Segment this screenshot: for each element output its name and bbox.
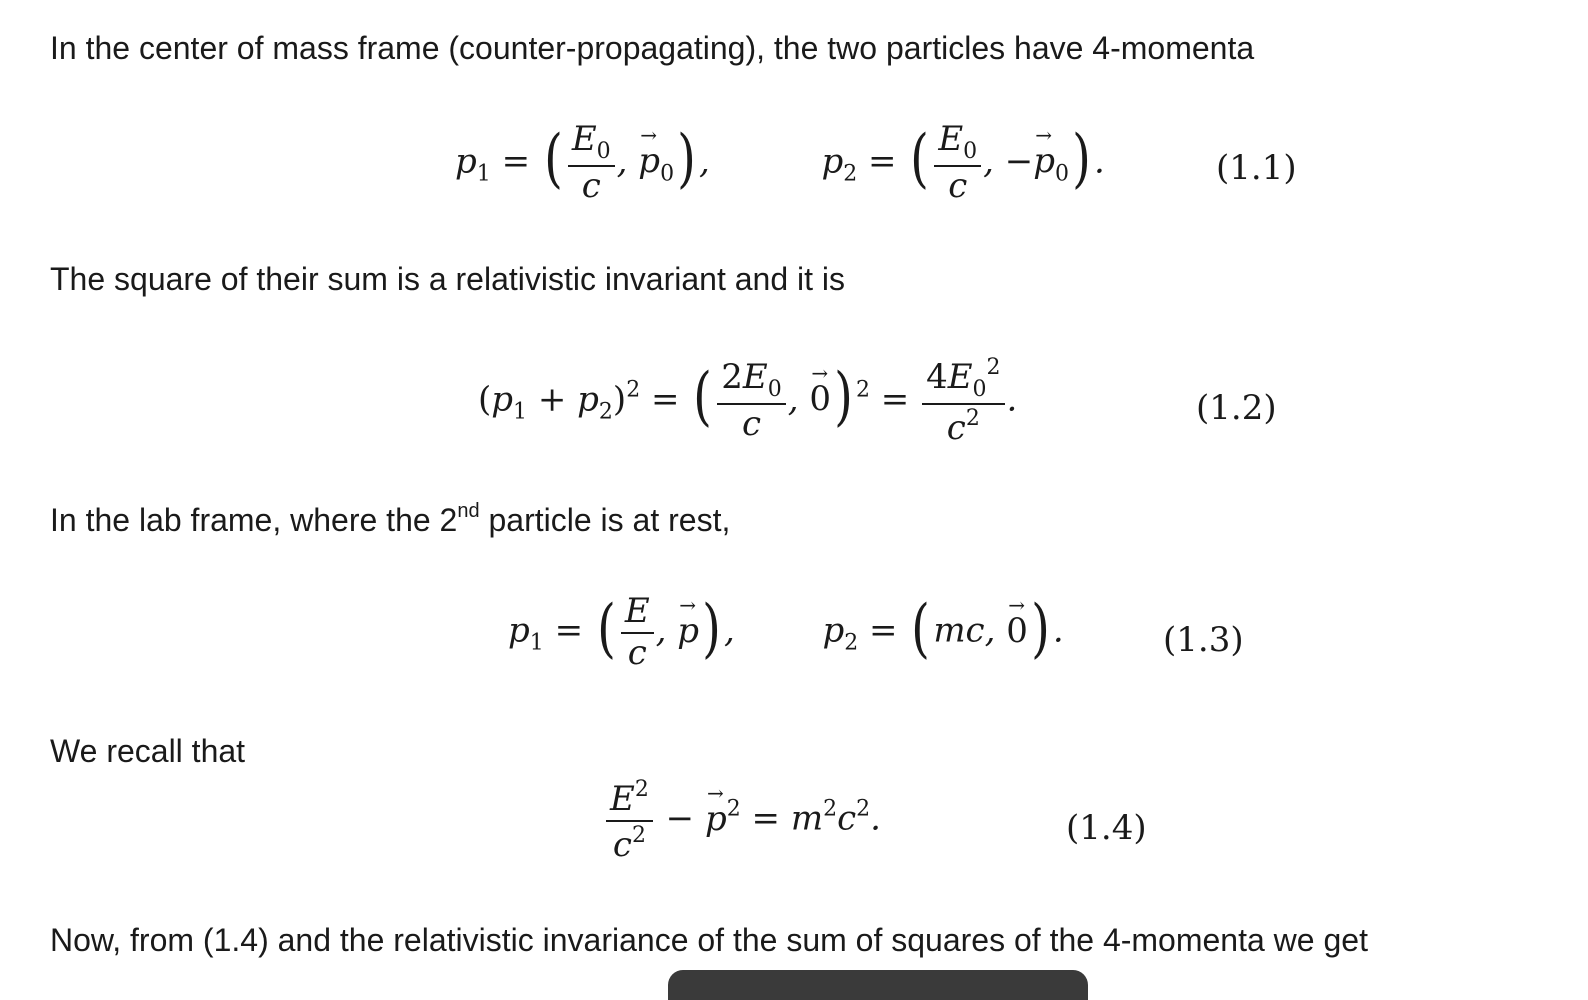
paragraph-now-from: Now, from (1.4) and the relativistic invariance of the sum of squares of the 4-momenta we get — [50, 922, 1368, 958]
equation-number-1-1: (1.1) — [1216, 148, 1297, 188]
paragraph-center-of-mass: In the center of mass frame (counter-propagating), the two particles have 4-momenta — [50, 30, 1255, 66]
equation-1-3: $p_1$ = ( $\frac{E}{c}$ , → p), $p_2 = (mc$, → 0). — [508, 594, 1064, 671]
ordinal-suffix: nd — [457, 500, 480, 522]
paragraph-square-of-sum: The square of their sum is a relativistic invariant and it is — [50, 261, 845, 297]
paragraph-recall: We recall that — [50, 733, 246, 769]
equation-number-1-2: (1.2) — [1196, 388, 1277, 428]
equation-number-1-4: (1.4) — [1066, 808, 1147, 848]
equation-1-4: $\frac{E^2}{c^2}$ − → $p^2 = m^2c^2$. — [604, 778, 881, 863]
equation-1-2: $(p_1 + p_2)^2$ = ( $\frac{2E_0}{c}$ , → 0) $^2$ = $\frac{4E_0^2}{c^2}$ . — [478, 356, 1017, 447]
paragraph-lab-frame-start: In the lab frame, where the 2 — [50, 502, 458, 538]
paragraph-lab-frame — [50, 500, 730, 540]
equation-1-1: $p_1$ = ( $\frac{E_0}{c}$ , → $p_0$), $p_2$ = ( $\frac{E_0}{c}$ , −→ $p_0$). — [455, 122, 1105, 205]
paragraph-lab-frame-end: particle is at rest, — [479, 502, 731, 538]
equation-number-1-3: (1.3) — [1163, 620, 1244, 660]
bottom-toolbar-edge[interactable] — [668, 970, 1088, 1000]
